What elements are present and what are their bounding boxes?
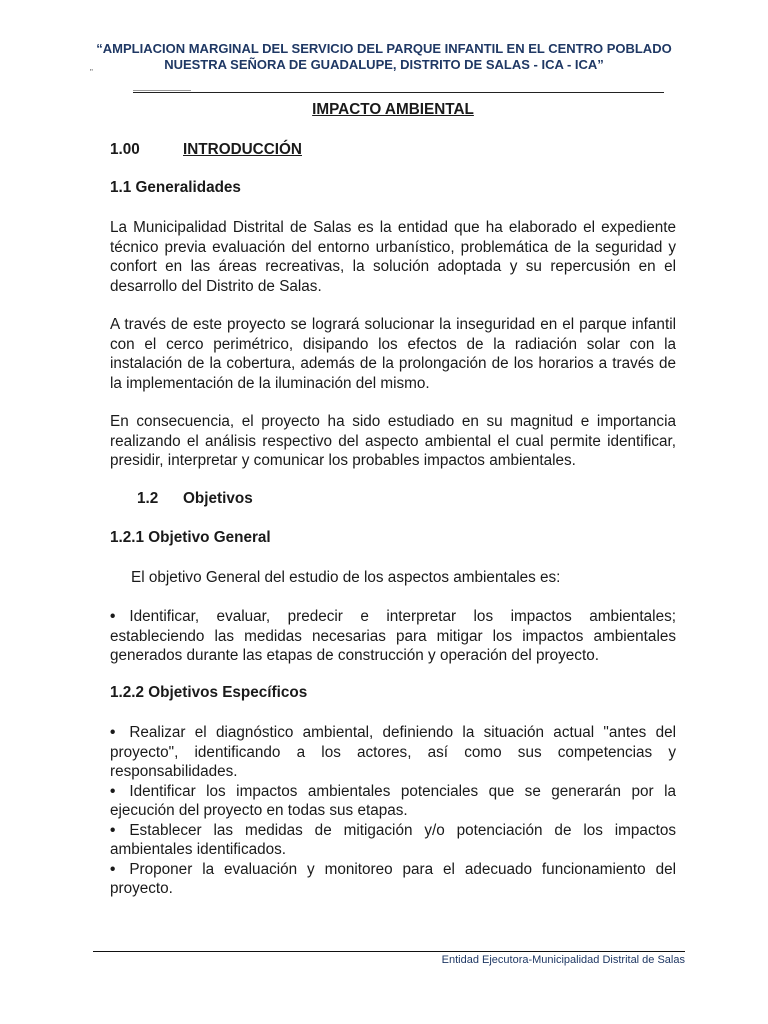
header-rule-accent bbox=[133, 90, 191, 91]
bullet-icon: • bbox=[110, 860, 116, 878]
bullet-text: Proponer la evaluación y monitoreo para el adecuado funcionamiento del proyecto. bbox=[110, 860, 676, 897]
bullet-icon: • bbox=[110, 821, 116, 839]
subsection-heading-objetivo-general: 1.2.1 Objetivo General bbox=[110, 529, 271, 546]
bullet-icon: • bbox=[110, 608, 116, 625]
bullet-text: Identificar, evaluar, predecir e interpretar los impactos ambientales; estableciendo las medidas necesarias para mitigar los impactos ambientales generados durante las etapas de construcción y operación del proyecto. bbox=[110, 608, 676, 664]
paragraph-2: A través de este proyecto se logrará solucionar la inseguridad en el parque infantil con el cerco perimétrico, disipando los efectos de la radiación solar con la instalación de la cobertura, además de la prolongación de los horarios a través de la implementación de la iluminación del mismo. bbox=[110, 316, 676, 392]
list-item bbox=[110, 723, 676, 782]
list-item bbox=[110, 782, 676, 821]
section-number: 1.00 bbox=[110, 141, 140, 158]
subsection-heading-objetivos-especificos: 1.2.2 Objetivos Específicos bbox=[110, 684, 308, 701]
paragraph-3: En consecuencia, el proyecto ha sido estudiado en su magnitud e importancia realizando el análisis respectivo del aspecto ambiental el cual permite identificar, presidir, interpretar y comunicar los probables impactos ambientales. bbox=[110, 413, 676, 469]
bullet-text: Realizar el diagnóstico ambiental, definiendo la situación actual "antes del proyecto", identificando a los actores, así como sus competencias y responsabilidades. bbox=[110, 724, 676, 780]
footer-text: Entidad Ejecutora-Municipalidad Distrital de Salas bbox=[441, 954, 685, 966]
bullet-icon: • bbox=[110, 782, 116, 800]
header-rule bbox=[133, 92, 664, 93]
bullet-icon: • bbox=[110, 724, 116, 741]
bullet-text: Identificar los impactos ambientales potenciales que se generarán por la ejecución del proyecto en todas sus etapas. bbox=[110, 782, 676, 819]
project-title-line-1: “AMPLIACION MARGINAL DEL SERVICIO DEL PARQUE INFANTIL EN EL CENTRO POBLADO bbox=[96, 41, 672, 56]
list-item bbox=[110, 860, 676, 899]
section-heading-introduccion bbox=[110, 141, 676, 159]
section-title: INTRODUCCIÓN bbox=[183, 141, 302, 158]
specific-objectives-list bbox=[110, 723, 676, 899]
document-title: IMPACTO AMBIENTAL bbox=[312, 101, 474, 118]
general-objective-intro: El objetivo General del estudio de los aspectos ambientales es: bbox=[131, 569, 561, 586]
project-title-line-2: NUESTRA SEÑORA DE GUADALUPE, DISTRITO DE SALAS - ICA - ICA” bbox=[164, 57, 604, 72]
subsection-title: Objetivos bbox=[183, 490, 253, 507]
project-title bbox=[95, 41, 673, 73]
bullet-text: Establecer las medidas de mitigación y/o potenciación de los impactos ambientales identificados. bbox=[110, 821, 676, 858]
paragraph-1: La Municipalidad Distrital de Salas es la entidad que ha elaborado el expediente técnico previa evaluación del entorno urbanístico, problemática de la seguridad y confort en las áreas recreativas, la solución adoptada y su repercusión en el desarrollo del Distrito de Salas. bbox=[110, 219, 676, 295]
general-objective-bullet bbox=[110, 607, 676, 666]
list-item bbox=[110, 821, 676, 860]
subsection-heading-generalidades: 1.1 Generalidades bbox=[110, 179, 241, 196]
header-mark: " bbox=[90, 68, 93, 77]
subsection-number: 1.2 bbox=[137, 490, 159, 507]
footer-rule bbox=[93, 951, 685, 952]
